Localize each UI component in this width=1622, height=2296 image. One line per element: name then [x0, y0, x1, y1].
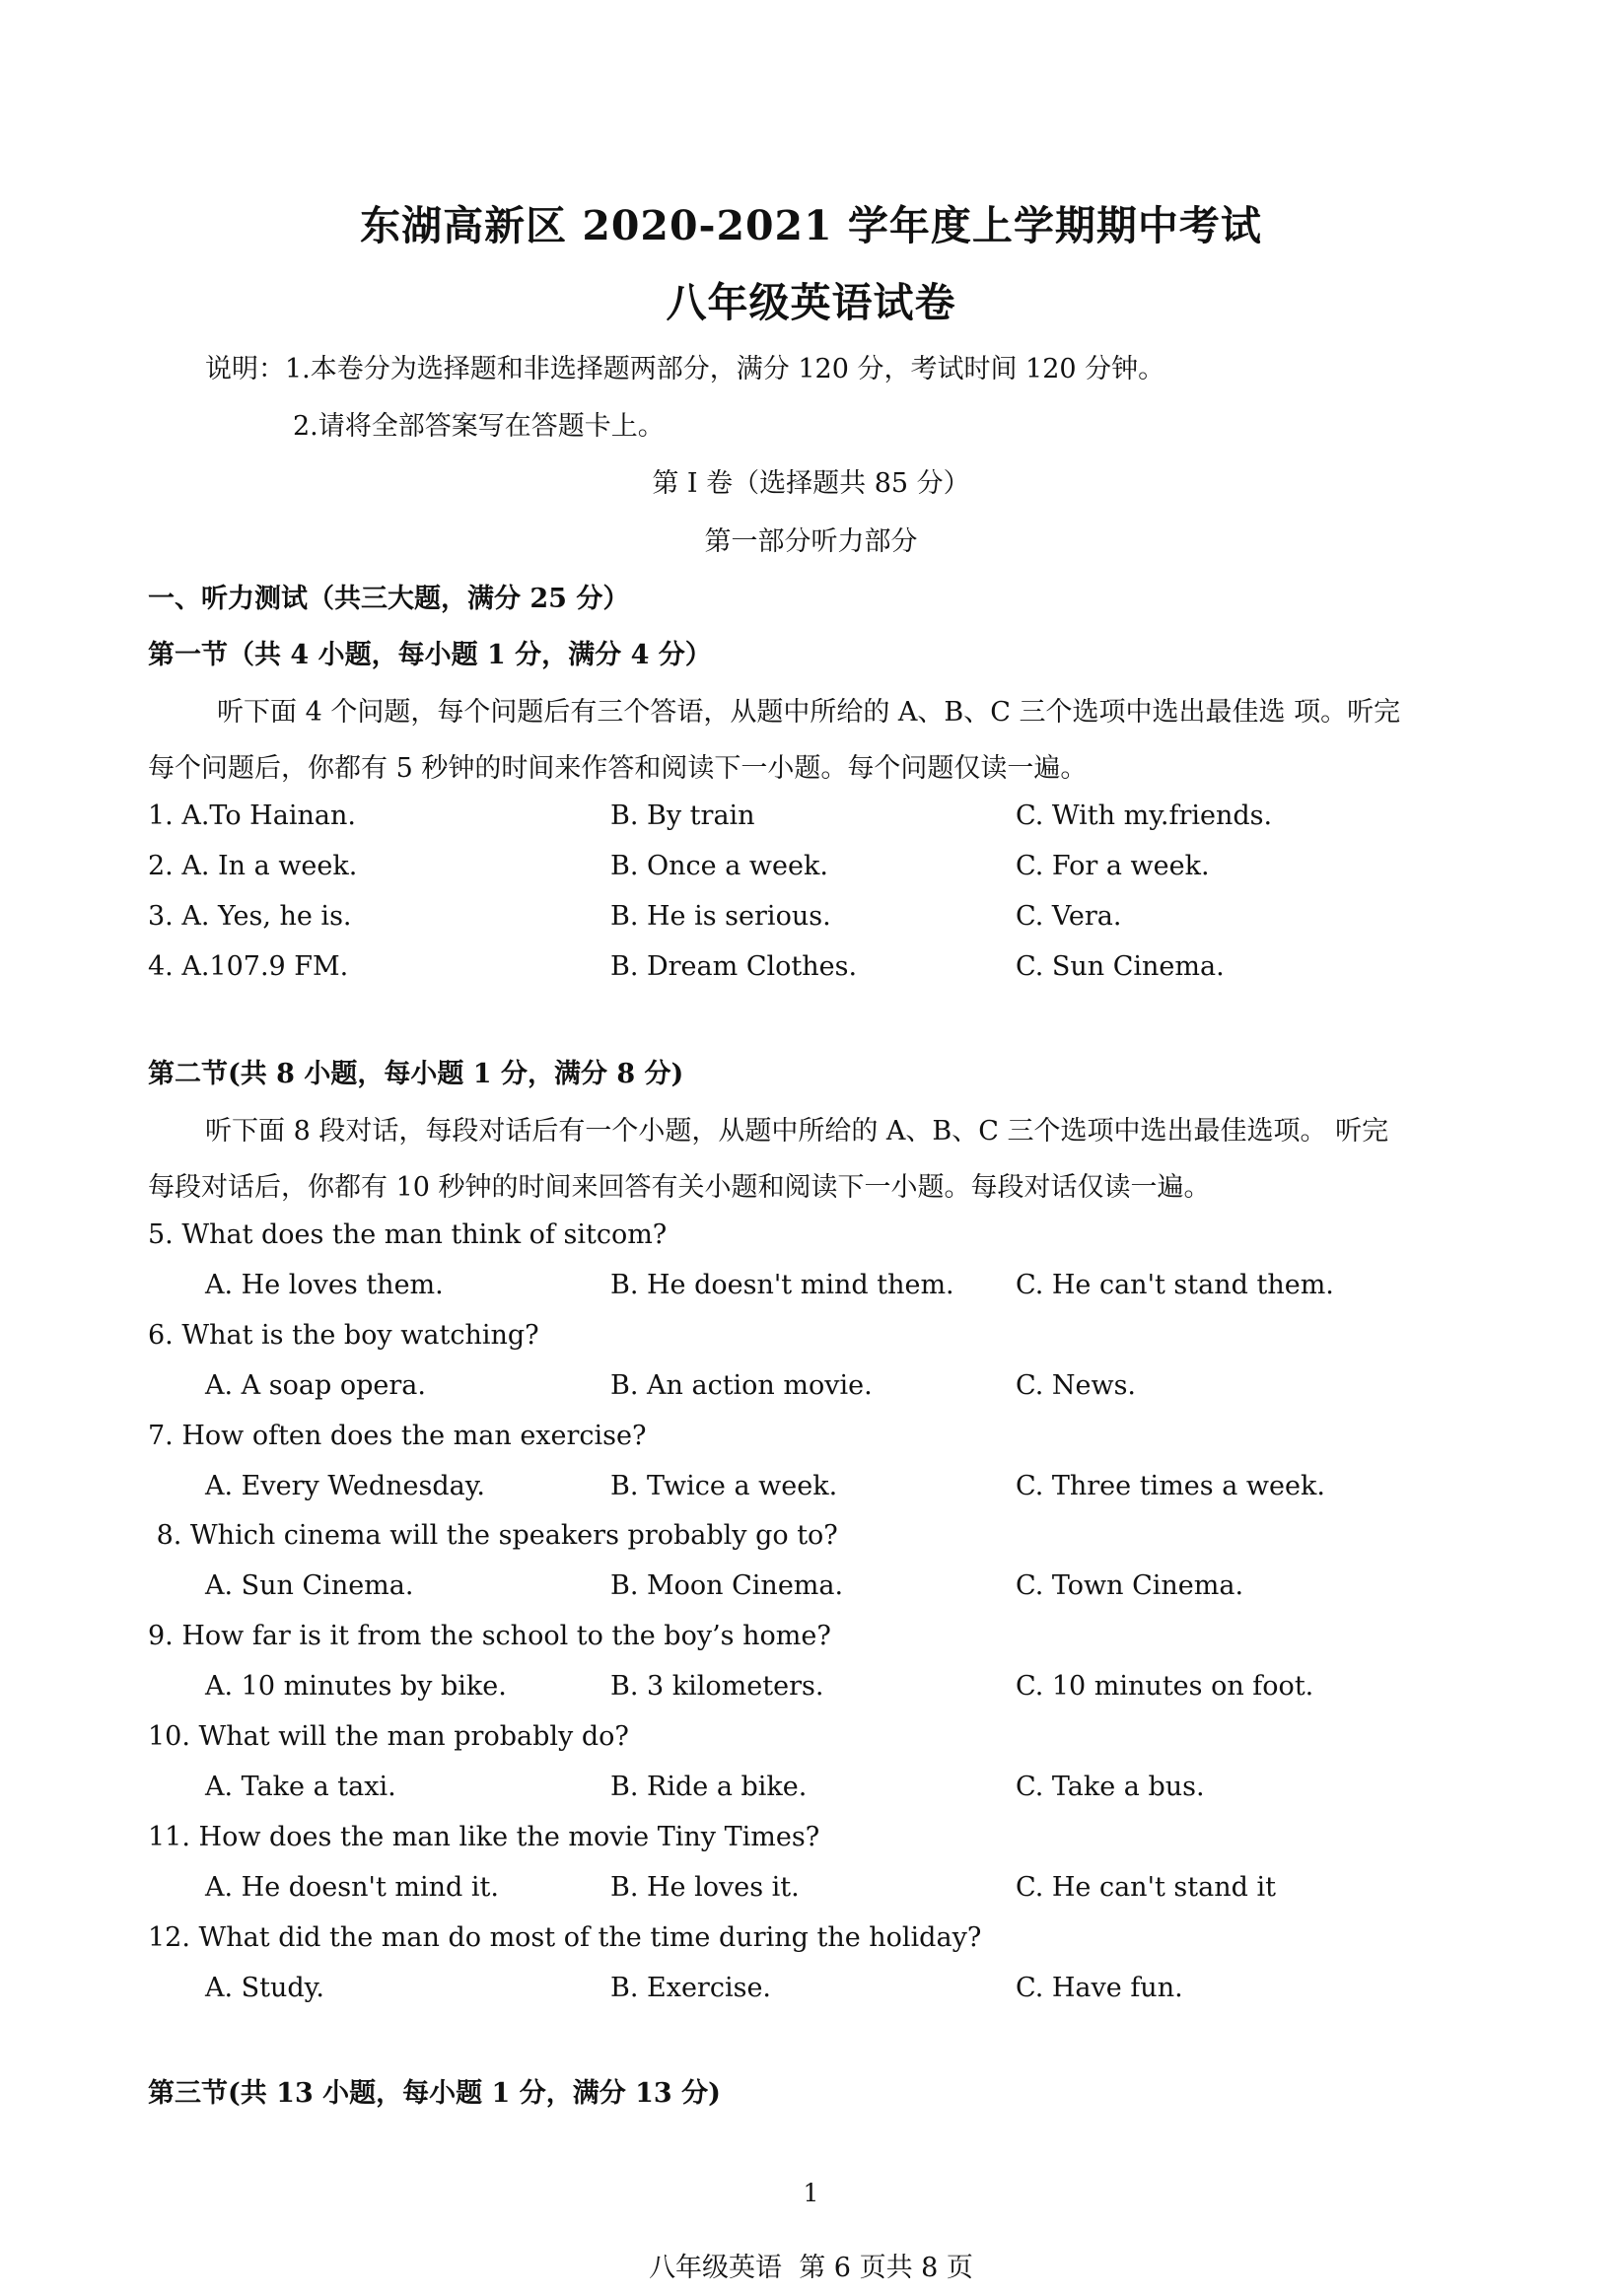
item-3-option-b: B. He is serious.: [610, 901, 831, 932]
item-1-option-b: B. By train: [610, 800, 755, 831]
item-1-option-a: 1. A.To Hainan.: [148, 800, 356, 831]
question-11-option-a: A. He doesn't mind it.: [205, 1872, 499, 1903]
note-line-1: 说明：1.本卷分为选择题和非选择题两部分，满分 120 分，考试时间 120 分钟。: [205, 354, 1165, 384]
part-heading: 第一部分听力部分: [704, 526, 918, 557]
page-footer: 八年级英语 第 6 页共 8 页: [649, 2253, 973, 2283]
volume-heading: 第 I 卷（选择题共 85 分）: [652, 468, 970, 499]
question-9-option-a: A. 10 minutes by bike.: [205, 1671, 507, 1702]
question-10-option-a: A. Take a taxi.: [205, 1772, 396, 1802]
question-7: 7. How often does the man exercise?: [148, 1421, 647, 1451]
question-11-option-c: C. He can't stand it: [1016, 1872, 1276, 1903]
item-4-option-a: 4. A.107.9 FM.: [148, 951, 349, 982]
question-5-option-c: C. He can't stand them.: [1016, 1270, 1334, 1300]
question-11: 11. How does the man like the movie Tiny Times?: [148, 1822, 820, 1852]
exam-subtitle: 八年级英语试卷: [666, 279, 956, 326]
question-7-option-b: B. Twice a week.: [610, 1471, 838, 1501]
item-4-option-c: C. Sun Cinema.: [1016, 951, 1225, 982]
section1-instruction-1: 听下面 4 个问题，每个问题后有三个答语，从题中所给的 A、B、C 三个选项中选出最佳选 项。听完: [217, 697, 1401, 728]
section-main-heading: 一、听力测试（共三大题，满分 25 分）: [148, 584, 630, 614]
question-8-option-a: A. Sun Cinema.: [205, 1570, 414, 1601]
exam-title: 东湖高新区 2020-2021 学年度上学期期中考试: [360, 202, 1262, 249]
question-6-option-c: C. News.: [1016, 1370, 1137, 1401]
question-5: 5. What does the man think of sitcom?: [148, 1219, 668, 1250]
question-8: 8. Which cinema will the speakers probably go to?: [148, 1520, 838, 1551]
item-1-option-c: C. With my.friends.: [1016, 800, 1273, 831]
question-10-option-c: C. Take a bus.: [1016, 1772, 1205, 1802]
question-12-option-b: B. Exercise.: [610, 1973, 772, 2003]
question-12-option-c: C. Have fun.: [1016, 1973, 1183, 2003]
question-6-option-b: B. An action movie.: [610, 1370, 873, 1401]
question-7-option-c: C. Three times a week.: [1016, 1471, 1325, 1501]
page-number: 1: [803, 2179, 819, 2207]
question-9-option-b: B. 3 kilometers.: [610, 1671, 824, 1702]
question-5-option-b: B. He doesn't mind them.: [610, 1270, 954, 1300]
section1-heading: 第一节（共 4 小题，每小题 1 分，满分 4 分）: [148, 640, 712, 670]
section2-instruction-1: 听下面 8 段对话，每段对话后有一个小题，从题中所给的 A、B、C 三个选项中选出最佳选项。 听完: [205, 1116, 1389, 1147]
note-line-2: 2.请将全部答案写在答题卡上。: [293, 411, 665, 442]
section2-instruction-2: 每段对话后，你都有 10 秒钟的时间来回答有关小题和阅读下一小题。每段对话仅读一遍。: [148, 1172, 1211, 1203]
question-10: 10. What will the man probably do?: [148, 1721, 629, 1752]
question-9: 9. How far is it from the school to the boy’s home?: [148, 1621, 831, 1651]
section1-instruction-2: 每个问题后，你都有 5 秒钟的时间来作答和阅读下一小题。每个问题仅读一遍。: [148, 753, 1088, 784]
section3-heading: 第三节(共 13 小题，每小题 1 分，满分 13 分): [148, 2078, 721, 2109]
question-10-option-b: B. Ride a bike.: [610, 1772, 808, 1802]
item-4-option-b: B. Dream Clothes.: [610, 951, 858, 982]
question-8-option-b: B. Moon Cinema.: [610, 1570, 844, 1601]
question-9-option-c: C. 10 minutes on foot.: [1016, 1671, 1314, 1702]
item-3-option-c: C. Vera.: [1016, 901, 1122, 932]
item-3-option-a: 3. A. Yes, he is.: [148, 901, 352, 932]
item-2-option-a: 2. A. In a week.: [148, 851, 358, 881]
item-2-option-b: B. Once a week.: [610, 851, 828, 881]
question-12-option-a: A. Study.: [205, 1973, 324, 2003]
question-7-option-a: A. Every Wednesday.: [205, 1471, 486, 1501]
question-6: 6. What is the boy watching?: [148, 1320, 539, 1351]
question-6-option-a: A. A soap opera.: [205, 1370, 426, 1401]
section2-heading: 第二节(共 8 小题，每小题 1 分，满分 8 分): [148, 1059, 684, 1089]
question-12: 12. What did the man do most of the time during the holiday?: [148, 1922, 982, 1953]
question-11-option-b: B. He loves it.: [610, 1872, 800, 1903]
item-2-option-c: C. For a week.: [1016, 851, 1210, 881]
question-8-option-c: C. Town Cinema.: [1016, 1570, 1244, 1601]
question-5-option-a: A. He loves them.: [205, 1270, 444, 1300]
